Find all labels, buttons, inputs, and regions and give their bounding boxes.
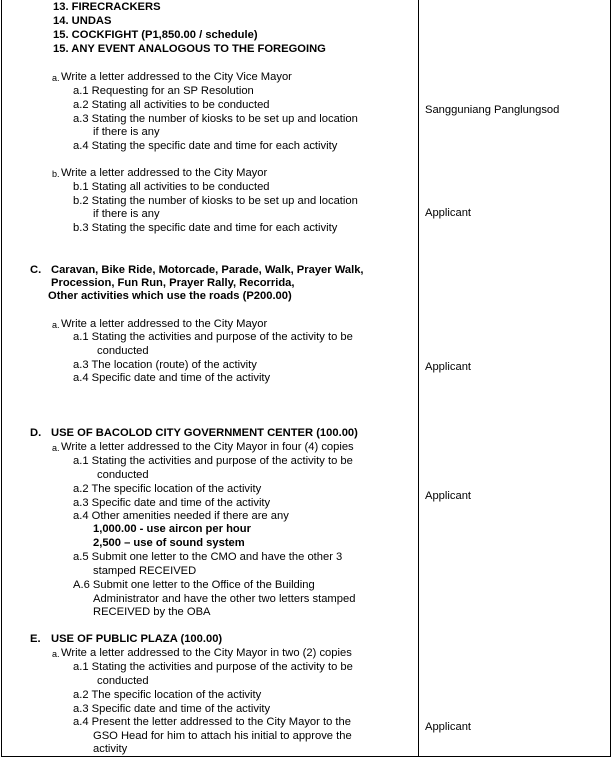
requirement-item-cont: activity (93, 743, 128, 755)
item-undas: 14. UNDAS (53, 15, 112, 27)
responsible-party: Applicant (425, 361, 472, 373)
item-firecrackers: 13. FIRECRACKERS (53, 1, 161, 13)
requirement-item: a.4 Other amenities needed if there are any (73, 510, 289, 522)
requirement-item-cont: stamped RECEIVED (93, 565, 197, 577)
responsible-party: Applicant (425, 490, 472, 502)
requirement-item-cont: GSO Head for him to attach his initial to approve the (93, 730, 352, 742)
requirement-item: a.4 Specific date and time of the activity (73, 372, 271, 384)
item-analogous-event: 15. ANY EVENT ANALOGOUS TO THE FOREGOING (53, 43, 326, 55)
requirement-item: a.2 The specific location of the activity (73, 483, 262, 495)
section-title: USE OF BACOLOD CITY GOVERNMENT CENTER (100.00) (51, 427, 358, 439)
requirement-item: a.3 Specific date and time of the activity (73, 497, 271, 509)
requirement-item: a.1 Stating the activities and purpose of the activity to be (73, 661, 353, 673)
requirement-item: b.3 Stating the specific date and time for each activity (73, 222, 338, 234)
requirement-item: a.3 Stating the number of kiosks to be set up and location (73, 113, 358, 125)
column-divider (418, 0, 419, 756)
section-title: Other activities which use the roads (P200.00) (48, 290, 292, 302)
requirement-item: a.1 Requesting for an SP Resolution (73, 85, 254, 97)
requirement-item-cont: if there is any (93, 208, 160, 220)
instruction-heading: Write a letter addressed to the City Mayor in four (4) copies (61, 441, 354, 453)
requirement-item: a.1 Stating the activities and purpose of the activity to be (73, 455, 353, 467)
list-marker: a. (52, 320, 60, 330)
requirement-item: a.4 Present the letter addressed to the City Mayor to the (73, 716, 351, 728)
section-letter: C. (30, 264, 42, 276)
instruction-heading: Write a letter addressed to the City Mayor in two (2) copies (61, 647, 352, 659)
instruction-heading: Write a letter addressed to the City Mayor (61, 318, 268, 330)
requirement-item-cont: Administrator and have the other two letters stamped (93, 593, 356, 605)
section-title: Caravan, Bike Ride, Motorcade, Parade, Walk, Prayer Walk, (51, 264, 364, 276)
requirement-item: A.6 Submit one letter to the Office of the Building (73, 579, 315, 591)
requirement-item: a.4 Stating the specific date and time for each activity (73, 140, 338, 152)
item-cockfight: 15. COCKFIGHT (P1,850.00 / schedule) (53, 29, 258, 41)
section-letter: E. (30, 633, 41, 645)
instruction-heading: Write a letter addressed to the City Vice Mayor (61, 71, 292, 83)
fee-aircon: 1,000.00 - use aircon per hour (93, 523, 251, 535)
requirement-item: b.2 Stating the number of kiosks to be set up and location (73, 195, 358, 207)
requirement-item-cont: if there is any (93, 126, 160, 138)
requirement-item: a.2 Stating all activities to be conducted (73, 99, 270, 111)
list-marker: a. (52, 73, 60, 83)
requirement-item: a.5 Submit one letter to the CMO and have the other 3 (73, 551, 343, 563)
section-letter: D. (30, 427, 42, 439)
requirement-item-cont: RECEIVED by the OBA (93, 606, 211, 618)
requirement-item: a.3 The location (route) of the activity (73, 359, 257, 371)
responsible-party: Applicant (425, 721, 472, 733)
requirement-item: a.1 Stating the activities and purpose of the activity to be (73, 331, 353, 343)
fee-sound-system: 2,500 – use of sound system (93, 537, 245, 549)
list-marker: a. (52, 443, 60, 453)
requirement-item: a.3 Specific date and time of the activity (73, 703, 271, 715)
requirement-item: b.1 Stating all activities to be conducted (73, 181, 270, 193)
requirement-item: a.2 The specific location of the activity (73, 689, 262, 701)
list-marker: a. (52, 649, 60, 659)
section-title: Procession, Fun Run, Prayer Rally, Recorrida, (51, 277, 295, 289)
instruction-heading: Write a letter addressed to the City Mayor (61, 167, 268, 179)
list-marker: b. (52, 169, 60, 179)
section-title: USE OF PUBLIC PLAZA (100.00) (51, 633, 223, 645)
requirement-item-cont: conducted (97, 469, 149, 481)
responsible-office: Sangguniang Panglungsod (425, 104, 560, 116)
requirement-item-cont: conducted (97, 345, 149, 357)
responsible-party: Applicant (425, 207, 472, 219)
requirement-item-cont: conducted (97, 675, 149, 687)
